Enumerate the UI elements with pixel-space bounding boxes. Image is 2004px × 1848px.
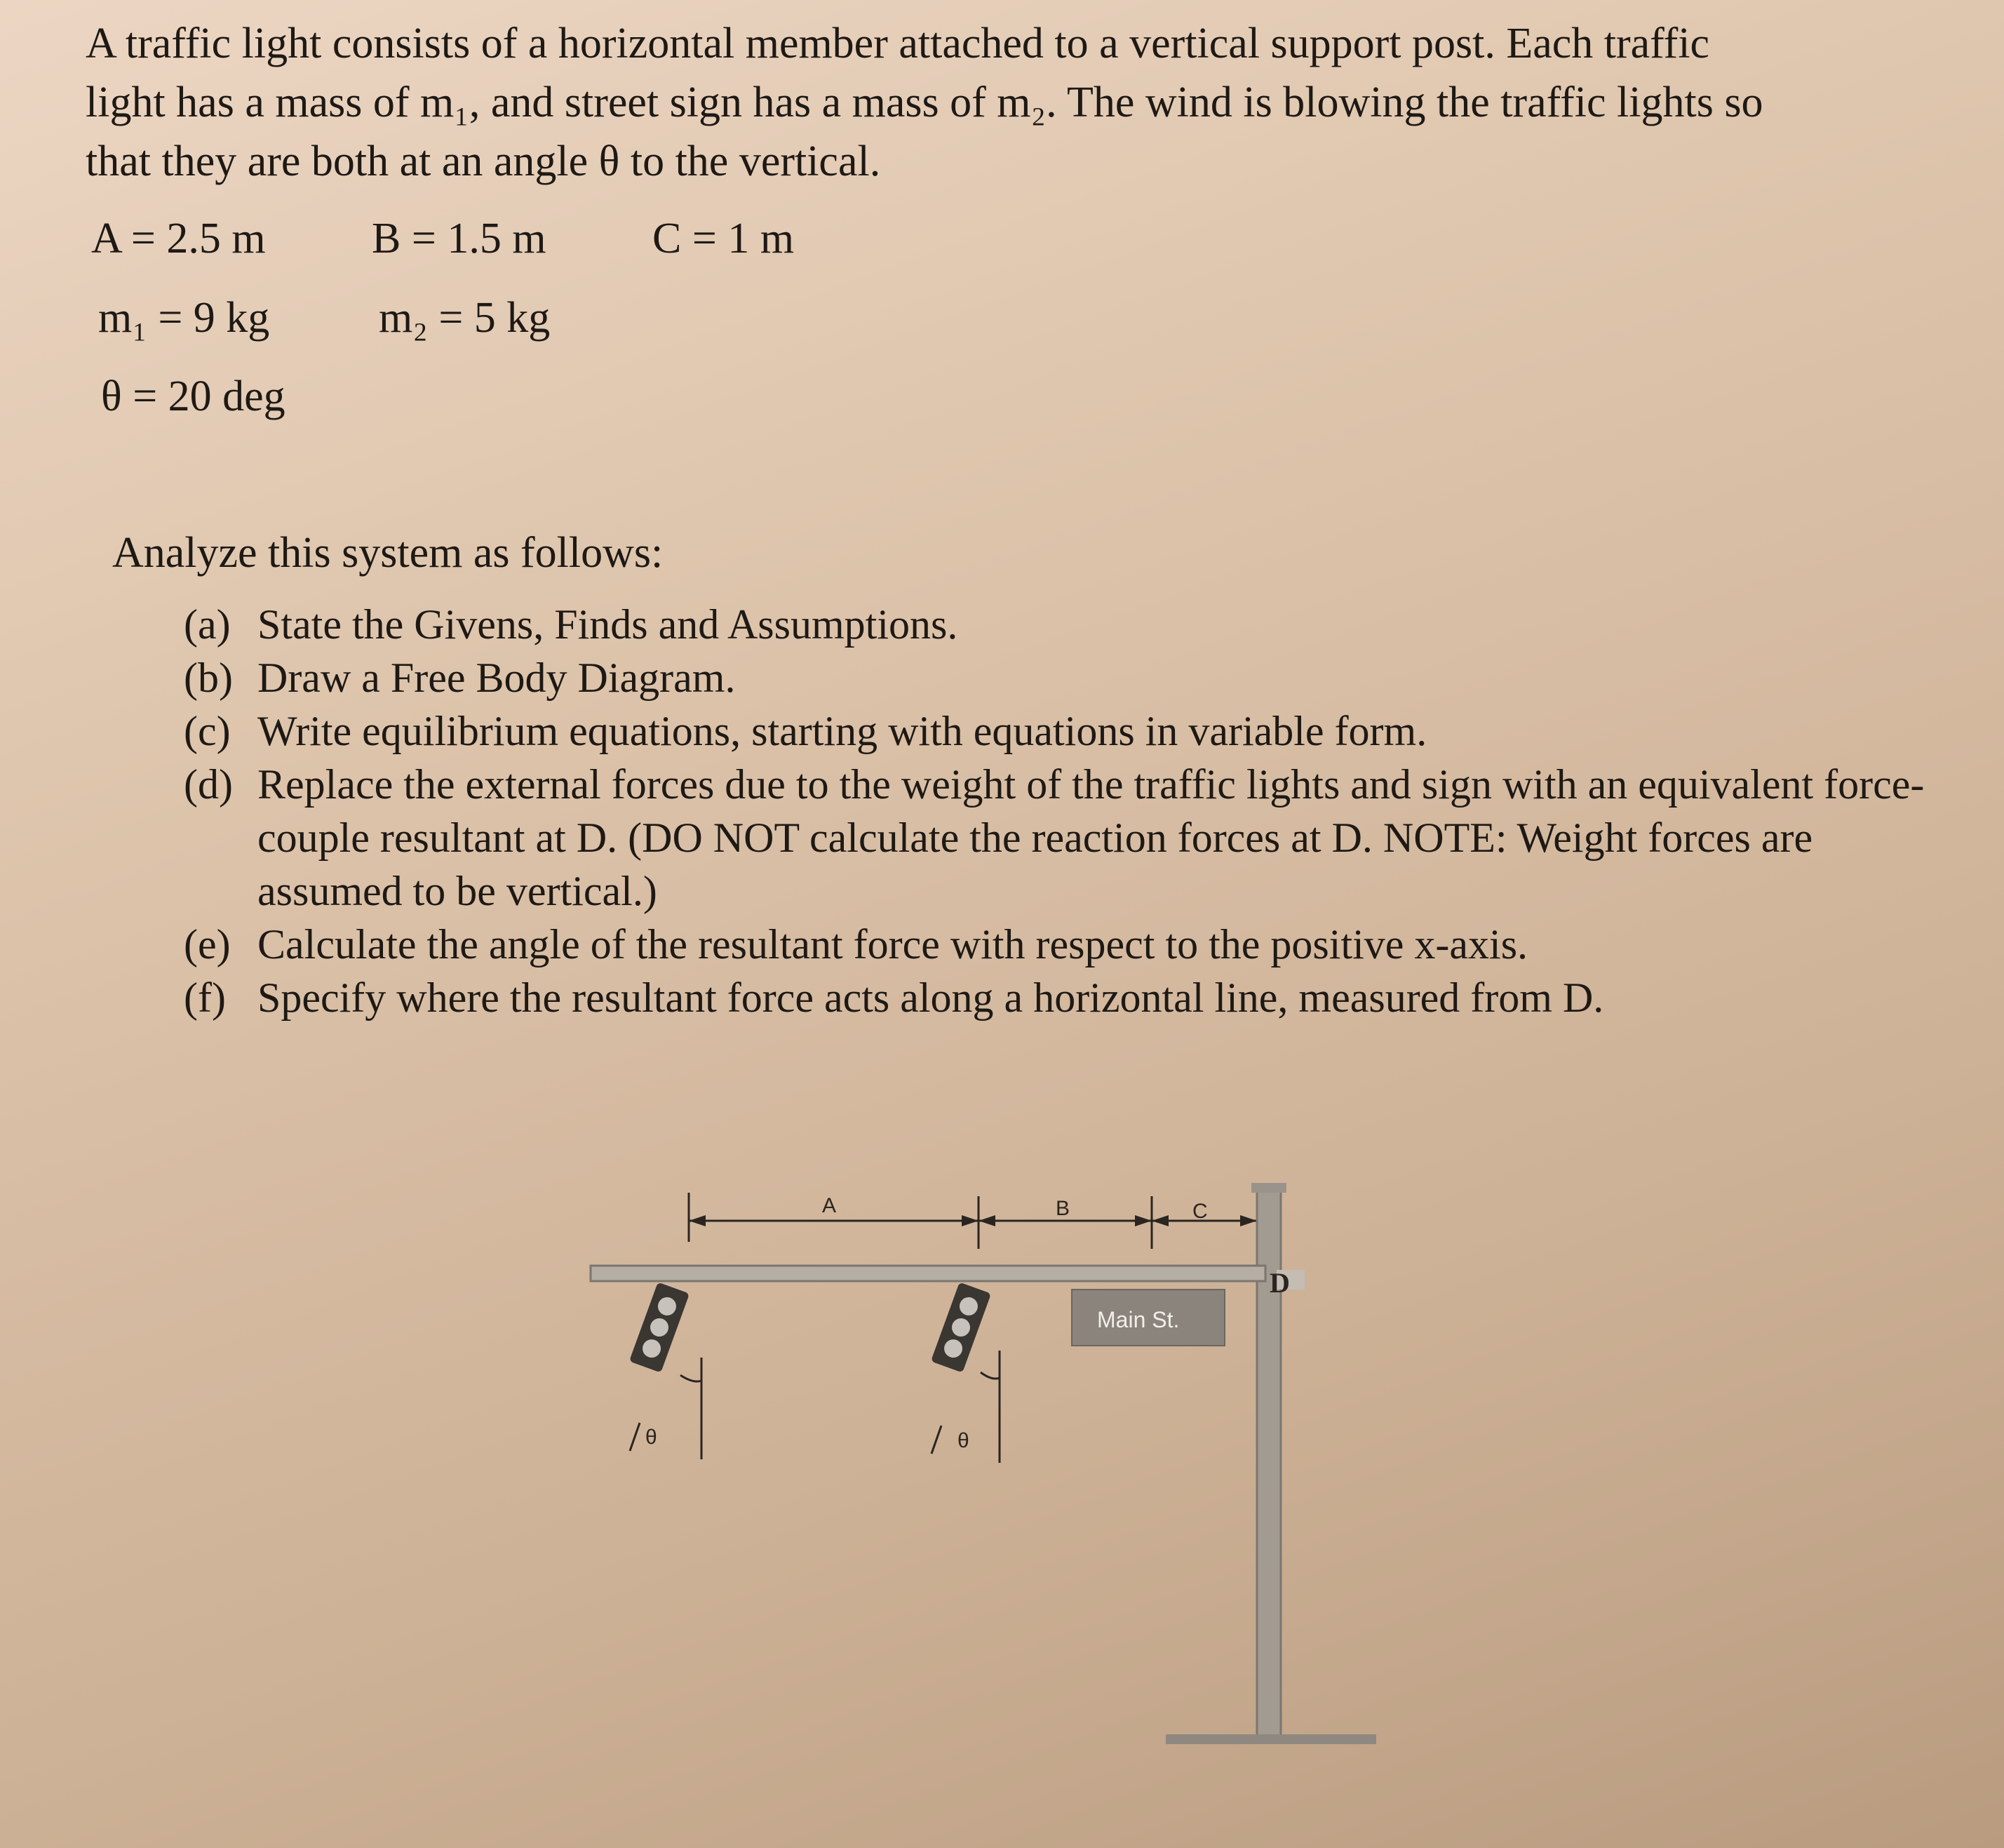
task-label: (a) <box>184 601 231 648</box>
intro-line-3: that they are both at an angle θ to the vertical. <box>86 138 881 185</box>
task-text: Write equilibrium equations, starting with equations in variable form. <box>257 708 1427 754</box>
intro-line-2: light has a mass of m₁, and street sign has a mass of m₂. The wind is blowing the traffic lights so <box>86 79 1763 126</box>
given-C: C = 1 m <box>652 215 795 262</box>
given-A: A = 2.5 m <box>91 215 266 262</box>
task-item <box>184 758 1937 918</box>
post-cap <box>1251 1183 1286 1193</box>
theta-label-1: θ <box>645 1426 657 1449</box>
task-text: Calculate the angle of the resultant force with respect to the positive x-axis. <box>257 921 1528 967</box>
ground-base <box>1166 1734 1376 1744</box>
task-item <box>184 651 1937 704</box>
task-text: Replace the external forces due to the weight of the traffic lights and sign with an equivalent force-couple resultant at D. (DO NOT calculate the reaction forces at D. NOTE: Weight forces are assumed to be vertical.) <box>257 761 1925 914</box>
angle-arc-2 <box>981 1372 1000 1379</box>
given-m2: m₂ = 5 kg <box>379 294 551 342</box>
task-text: State the Givens, Finds and Assumptions. <box>257 601 958 648</box>
task-label: (c) <box>184 708 231 754</box>
task-item <box>184 918 1937 971</box>
task-list <box>184 598 1937 1024</box>
traffic-light-2 <box>931 1282 991 1372</box>
task-item <box>184 598 1937 651</box>
problem-statement <box>86 14 1965 191</box>
given-m1: m₁ = 9 kg <box>98 294 270 342</box>
street-sign-text: Main St. <box>1097 1307 1180 1332</box>
task-item <box>184 971 1937 1024</box>
given-B: B = 1.5 m <box>372 215 546 262</box>
given-theta: θ = 20 deg <box>101 373 285 420</box>
task-item <box>184 704 1937 758</box>
dim-label-B: B <box>1056 1197 1070 1220</box>
horizontal-member <box>591 1266 1265 1281</box>
traffic-light-diagram <box>575 1165 1403 1796</box>
task-label: (b) <box>184 655 233 701</box>
theta-pointer-1 <box>630 1423 640 1451</box>
angle-arc-1 <box>680 1375 701 1381</box>
task-label: (e) <box>184 921 231 967</box>
theta-pointer-2 <box>932 1426 941 1454</box>
dim-label-C: C <box>1192 1200 1208 1223</box>
task-label: (d) <box>184 761 233 808</box>
theta-label-2: θ <box>957 1429 969 1452</box>
task-text: Specify where the resultant force acts along a horizontal line, measured from D. <box>257 975 1604 1021</box>
traffic-light-1 <box>629 1282 690 1372</box>
task-label: (f) <box>184 975 226 1021</box>
task-text: Draw a Free Body Diagram. <box>257 655 736 701</box>
point-D-label: D <box>1270 1267 1290 1299</box>
intro-line-1: A traffic light consists of a horizontal member attached to a vertical support post. Each traffic <box>86 20 1710 67</box>
analysis-heading: Analyze this system as follows: <box>112 529 664 577</box>
dim-label-A: A <box>822 1194 837 1217</box>
